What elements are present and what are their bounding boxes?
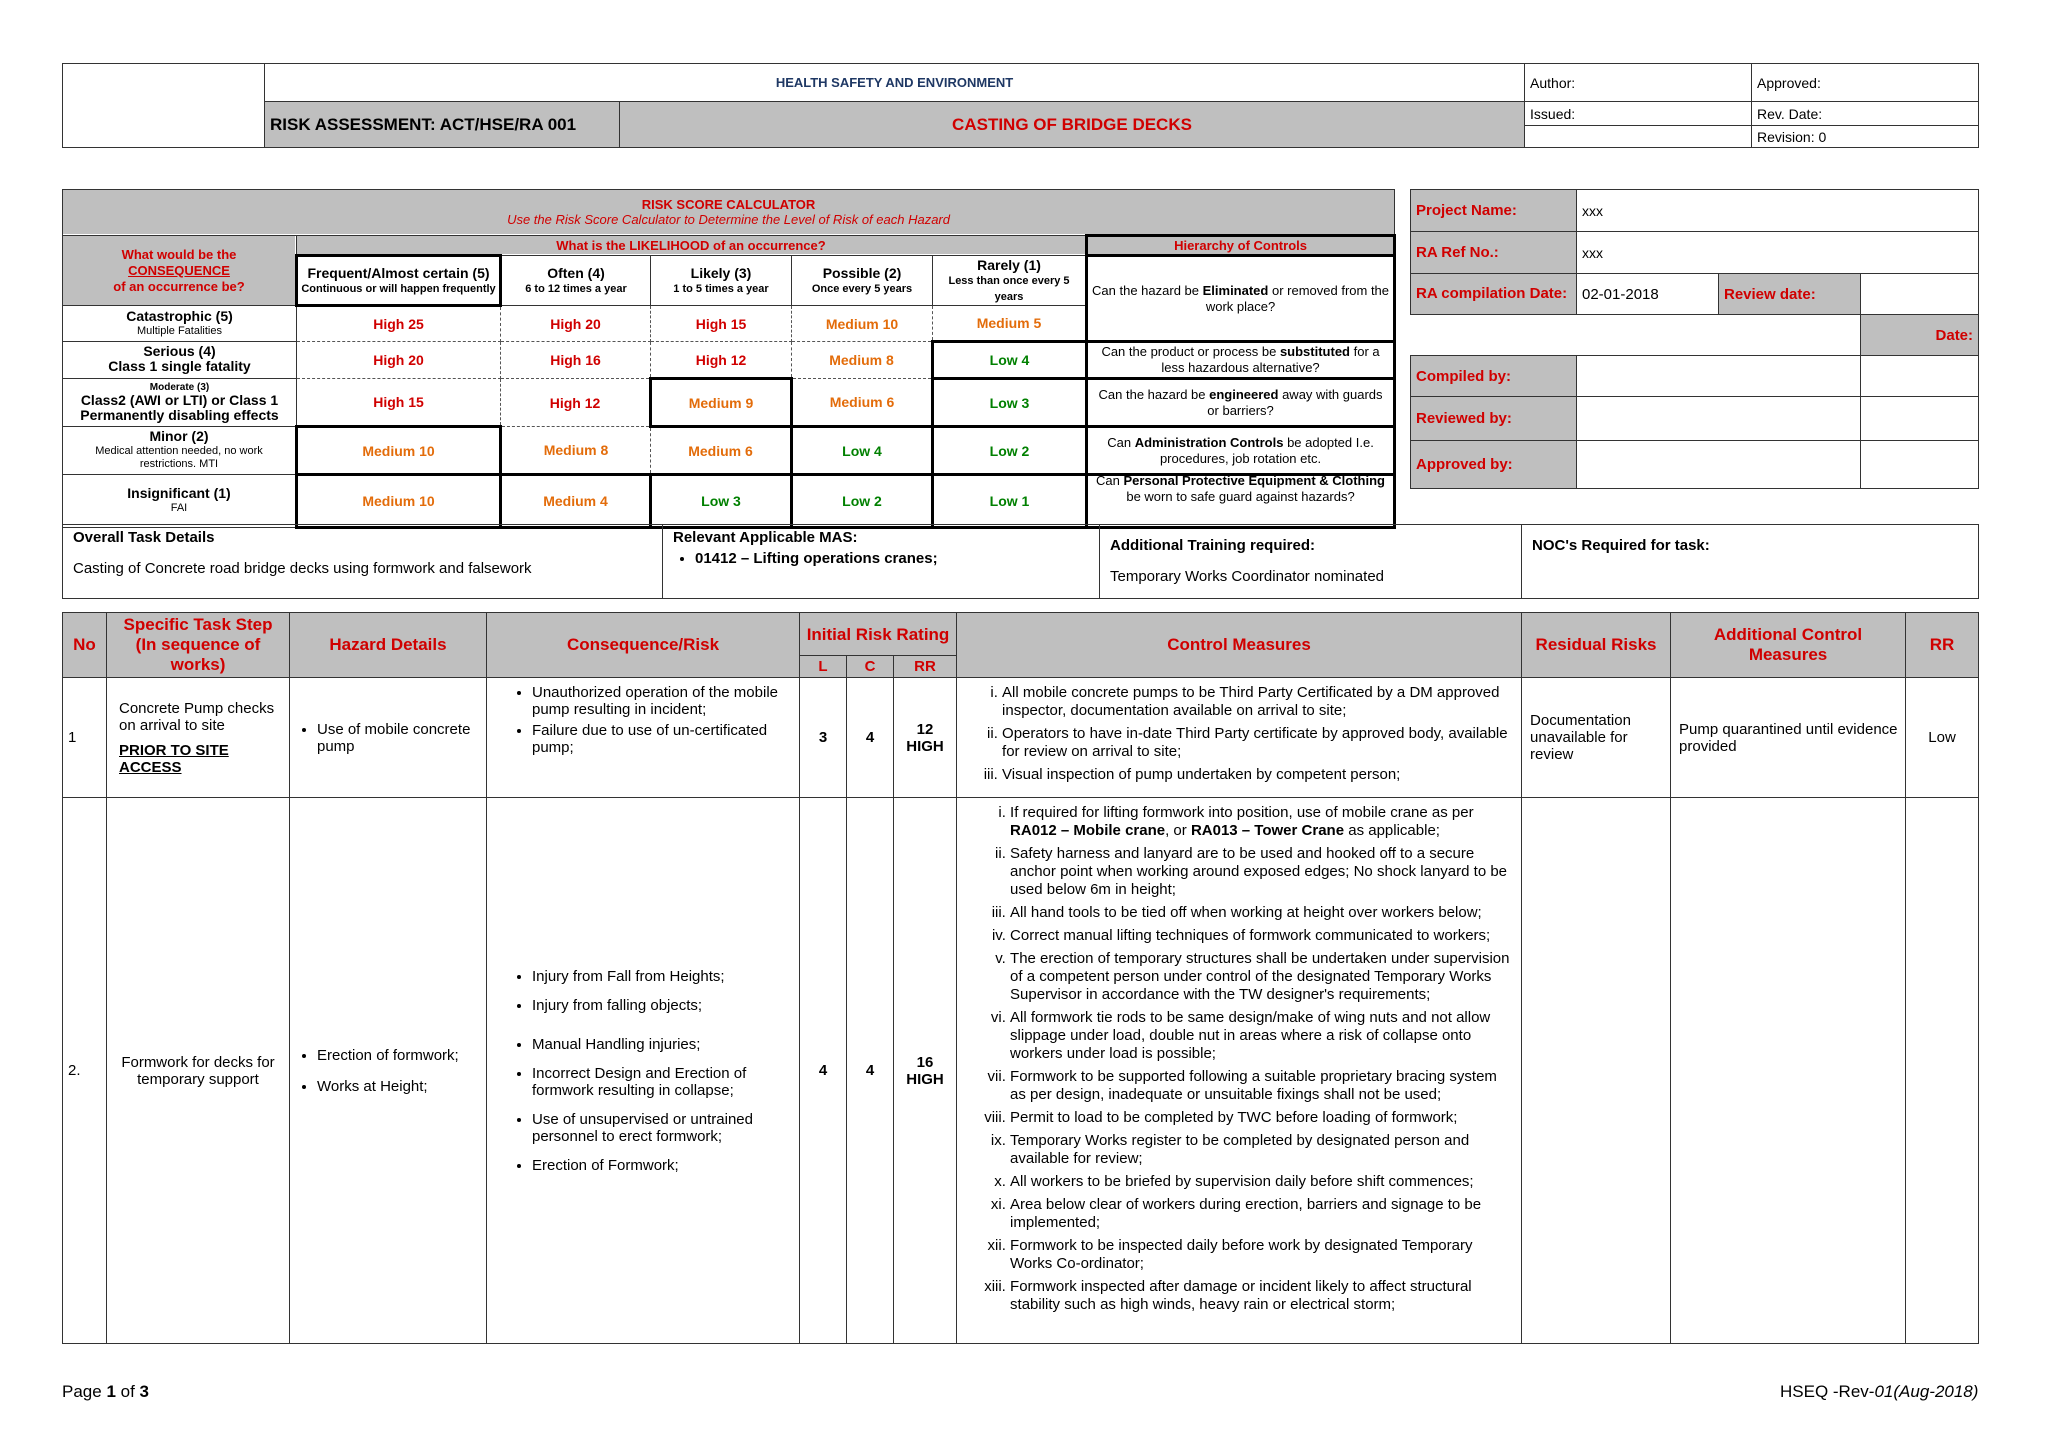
mas-label: Relevant Applicable MAS:	[673, 529, 858, 546]
hoc-engineer: Can the hazard be engineered away with guards or barriers?	[1087, 379, 1395, 427]
col-additional: Additional Control Measures	[1671, 613, 1906, 678]
col-task-step: Specific Task Step (In sequence of works)	[107, 613, 290, 678]
severity-4: Serious (4) Class 1 single fatality	[63, 342, 297, 379]
row-likelihood: 4	[800, 798, 847, 1344]
control-item: iii. All hand tools to be tied off when working at height over workers below;	[1010, 904, 1516, 922]
ra-number: RISK ASSESSMENT: ACT/HSE/RA 001	[265, 102, 620, 148]
control-item: v. The erection of temporary structures shall be undertaken under supervision of a competent person under control of the designated Temporary Works Supervisor in accordance with the TW designer's requirements;	[1010, 950, 1516, 1004]
mas-item: • 01412 – Lifting operations cranes;	[695, 550, 1089, 567]
risk-cell: Medium 8	[501, 427, 651, 475]
likelihood-1: Rarely (1) Less than once every 5 years	[933, 256, 1087, 306]
issued-value	[1525, 126, 1752, 148]
hoc-administration: Can Administration Controls be adopted I.e. procedures, job rotation etc.	[1087, 427, 1395, 475]
overall-task-label: Overall Task Details	[73, 529, 215, 546]
date-label: Date:	[1861, 315, 1979, 356]
row-additional	[1671, 798, 1906, 1344]
row-consequence-score: 4	[847, 678, 894, 798]
approved-date	[1861, 441, 1979, 489]
matrix-row-4	[63, 342, 1395, 379]
likelihood-4: Often (4) 6 to 12 times a year	[501, 256, 651, 306]
col-control: Control Measures	[957, 613, 1522, 678]
risk-cell: Low 2	[933, 427, 1087, 475]
control-item: x. All workers to be briefed by supervision daily before shift commences;	[1010, 1173, 1516, 1191]
task-details	[62, 524, 1979, 599]
control-item: viii. Permit to load to be completed by TWC before loading of formwork;	[1010, 1109, 1516, 1127]
row-rr2	[1906, 798, 1979, 1344]
document-title: CASTING OF BRIDGE DECKS	[620, 102, 1525, 148]
document-header	[62, 63, 1979, 148]
col-no: No	[63, 613, 107, 678]
compiled-by-value	[1577, 356, 1861, 397]
matrix-row-3	[63, 379, 1395, 427]
row-likelihood: 3	[800, 678, 847, 798]
rev-date-field: Rev. Date:	[1752, 102, 1979, 126]
risk-cell: High 25	[297, 306, 501, 342]
severity-2: Minor (2) Medical attention needed, no work restrictions. MTI	[63, 427, 297, 475]
control-item: xiii. Formwork inspected after damage or incident likely to affect structural stability such as high winds, heavy rain or electrical storm;	[1010, 1278, 1516, 1314]
approved-field: Approved:	[1752, 64, 1979, 102]
row-risk-rating: 16 HIGH	[894, 798, 957, 1344]
likelihood-5: Frequent/Almost certain (5) Continuous or will happen frequently	[297, 256, 501, 306]
overall-task-cell	[63, 525, 663, 599]
col-rr: RR	[894, 656, 957, 678]
row-hazard: • Erection of formwork; • Works at Height;	[290, 798, 487, 1344]
col-rr2: RR	[1906, 613, 1979, 678]
row-controls: i. All mobile concrete pumps to be Third Party Certificated by a DM approved inspector, documentation available on arrival to site; ii. Operators to have in-date Third Party certificate by approved body, available for review on arrival to site; iii. Visual inspection of pump undertaken by competent person;	[957, 678, 1522, 798]
row-risk-rating: 12 HIGH	[894, 678, 957, 798]
risk-cell: Low 2	[792, 475, 933, 528]
calculator-subtitle: Use the Risk Score Calculator to Determine the Level of Risk of each Hazard	[507, 212, 950, 227]
project-name-value: xxx	[1577, 190, 1979, 232]
col-initial-rating: Initial Risk Rating	[800, 613, 957, 656]
risk-cell: High 15	[651, 306, 792, 342]
spacer	[1411, 315, 1861, 356]
control-item: vi. All formwork tie rods to be same design/make of wing nuts and not allow slippage under load, double nut in areas where a risk of collapse onto workers under load is possible;	[1010, 1009, 1516, 1063]
risk-assessment-table	[62, 612, 1979, 1344]
row-task-step: Concrete Pump checks on arrival to site PRIOR TO SITE ACCESS	[107, 678, 290, 798]
ra-compilation-label: RA compilation Date:	[1411, 274, 1577, 315]
hoc-substitute: Can the product or process be substituted for a less hazardous alternative?	[1087, 342, 1395, 379]
risk-cell: High 12	[651, 342, 792, 379]
ra-compilation-date: 02-01-2018	[1577, 274, 1719, 315]
risk-cell: Medium 10	[792, 306, 933, 342]
control-item: ii. Safety harness and lanyard are to be used and hooked off to a secure anchor point when working around exposed edges; No shock lanyard to be used below 6m in height;	[1010, 845, 1516, 899]
training-text: Temporary Works Coordinator nominated	[1110, 568, 1385, 585]
hoc-eliminate: Can the hazard be Eliminated or removed from the work place?	[1087, 256, 1395, 342]
severity-3: Moderate (3) Class2 (AWI or LTI) or Class 1 Permanently disabling effects	[63, 379, 297, 427]
col-c: C	[847, 656, 894, 678]
training-label: Additional Training required:	[1110, 537, 1316, 554]
risk-cell: Medium 5	[933, 306, 1087, 342]
risk-cell: Low 3	[651, 475, 792, 528]
noc-cell	[1522, 525, 1979, 599]
risk-score-calculator	[62, 189, 1396, 529]
control-item: xii. Formwork to be inspected daily before work by designated Temporary Works Co-ordinator;	[1010, 1237, 1516, 1273]
review-date-label: Review date:	[1719, 274, 1861, 315]
reviewed-date	[1861, 397, 1979, 441]
control-item: i. If required for lifting formwork into position, use of mobile crane as per RA012 – Mobile crane, or RA013 – Tower Crane as applicable;	[1010, 804, 1516, 840]
project-info	[1410, 189, 1979, 489]
compiled-by-label: Compiled by:	[1411, 356, 1577, 397]
calculator-title: RISK SCORE CALCULATOR	[641, 197, 816, 212]
row-additional: Pump quarantined until evidence provided	[1671, 678, 1906, 798]
risk-cell: High 16	[501, 342, 651, 379]
control-item: iv. Correct manual lifting techniques of formwork communicated to workers;	[1010, 927, 1516, 945]
noc-label: NOC's Required for task:	[1532, 537, 1710, 554]
approved-by-value	[1577, 441, 1861, 489]
reviewed-by-value	[1577, 397, 1861, 441]
training-cell	[1100, 525, 1522, 599]
severity-5: Catastrophic (5) Multiple Fatalities	[63, 306, 297, 342]
risk-cell: Low 1	[933, 475, 1087, 528]
row-hazard: • Use of mobile concrete pump	[290, 678, 487, 798]
risk-cell: Medium 10	[297, 475, 501, 528]
ra-ref-label: RA Ref No.:	[1411, 232, 1577, 274]
risk-cell: Low 4	[933, 342, 1087, 379]
consequence-question: What would be the CONSEQUENCE of an occurrence be?	[63, 236, 297, 306]
risk-cell: Medium 6	[651, 427, 792, 475]
col-consequence: Consequence/Risk	[487, 613, 800, 678]
issued-field: Issued:	[1525, 102, 1752, 126]
col-residual: Residual Risks	[1522, 613, 1671, 678]
risk-cell: Medium 4	[501, 475, 651, 528]
row-no: 1	[63, 678, 107, 798]
likelihood-question: What is the LIKELIHOOD of an occurrence?	[297, 236, 1087, 256]
dept-title: HEALTH SAFETY AND ENVIRONMENT	[265, 64, 1525, 102]
row-task-step: Formwork for decks for temporary support	[107, 798, 290, 1344]
col-hazard: Hazard Details	[290, 613, 487, 678]
risk-cell: Medium 10	[297, 427, 501, 475]
risk-cell: High 12	[501, 379, 651, 427]
risk-cell: High 20	[297, 342, 501, 379]
ra-ref-value: xxx	[1577, 232, 1979, 274]
review-date-value	[1861, 274, 1979, 315]
likelihood-2: Possible (2) Once every 5 years	[792, 256, 933, 306]
reviewed-by-label: Reviewed by:	[1411, 397, 1577, 441]
control-item: xi. Area below clear of workers during erection, barriers and signage to be implemented;	[1010, 1196, 1516, 1232]
matrix-row-1	[63, 475, 1395, 528]
risk-cell: Low 3	[933, 379, 1087, 427]
risk-cell: High 20	[501, 306, 651, 342]
row-no: 2.	[63, 798, 107, 1344]
hoc-title: Hierarchy of Controls	[1087, 236, 1395, 256]
overall-task-text: Casting of Concrete road bridge decks using formwork and falsework	[73, 560, 532, 577]
step-note: PRIOR TO SITE ACCESS	[119, 741, 229, 776]
approved-by-label: Approved by:	[1411, 441, 1577, 489]
risk-cell: High 15	[297, 379, 501, 427]
control-item: ix. Temporary Works register to be completed by designated person and available for review;	[1010, 1132, 1516, 1168]
likelihood-3: Likely (3) 1 to 5 times a year	[651, 256, 792, 306]
revision-field: Revision: 0	[1752, 126, 1979, 148]
logo-area	[63, 64, 265, 148]
table-row	[63, 798, 1979, 1344]
risk-cell: Medium 6	[792, 379, 933, 427]
row-controls	[957, 798, 1522, 1344]
row-rr2: Low	[1906, 678, 1979, 798]
compiled-date	[1861, 356, 1979, 397]
row-consequence: • Injury from Fall from Heights; • Injury from falling objects; • Manual Handling injuries; • Incorrect Design and Erection of formwork resulting in collapse; • Use of unsupervised or untrained personnel to erect formwork; • Erection of Formwork;	[487, 798, 800, 1344]
project-name-label: Project Name:	[1411, 190, 1577, 232]
row-consequence: • Unauthorized operation of the mobile pump resulting in incident; • Failure due to use of un-certificated pump;	[487, 678, 800, 798]
risk-cell: Medium 9	[651, 379, 792, 427]
risk-cell: Medium 8	[792, 342, 933, 379]
table-row	[63, 678, 1979, 798]
page-number: Page 1 of 3	[62, 1382, 149, 1401]
row-residual: Documentation unavailable for review	[1522, 678, 1671, 798]
severity-1: Insignificant (1) FAI	[63, 475, 297, 528]
row-residual	[1522, 798, 1671, 1344]
revision-footer: HSEQ -Rev-01(Aug-2018)	[1780, 1382, 1979, 1401]
risk-cell: Low 4	[792, 427, 933, 475]
col-l: L	[800, 656, 847, 678]
mas-cell	[663, 525, 1100, 599]
hoc-ppe: Can Personal Protective Equipment & Clothing be worn to safe guard against hazards?	[1087, 455, 1395, 508]
author-field: Author:	[1525, 64, 1752, 102]
row-consequence-score: 4	[847, 798, 894, 1344]
calculator-title-cell	[63, 190, 1395, 236]
control-item: vii. Formwork to be supported following a suitable proprietary bracing system as per design, inadequate or unsuitable fixings shall not be used;	[1010, 1068, 1516, 1104]
